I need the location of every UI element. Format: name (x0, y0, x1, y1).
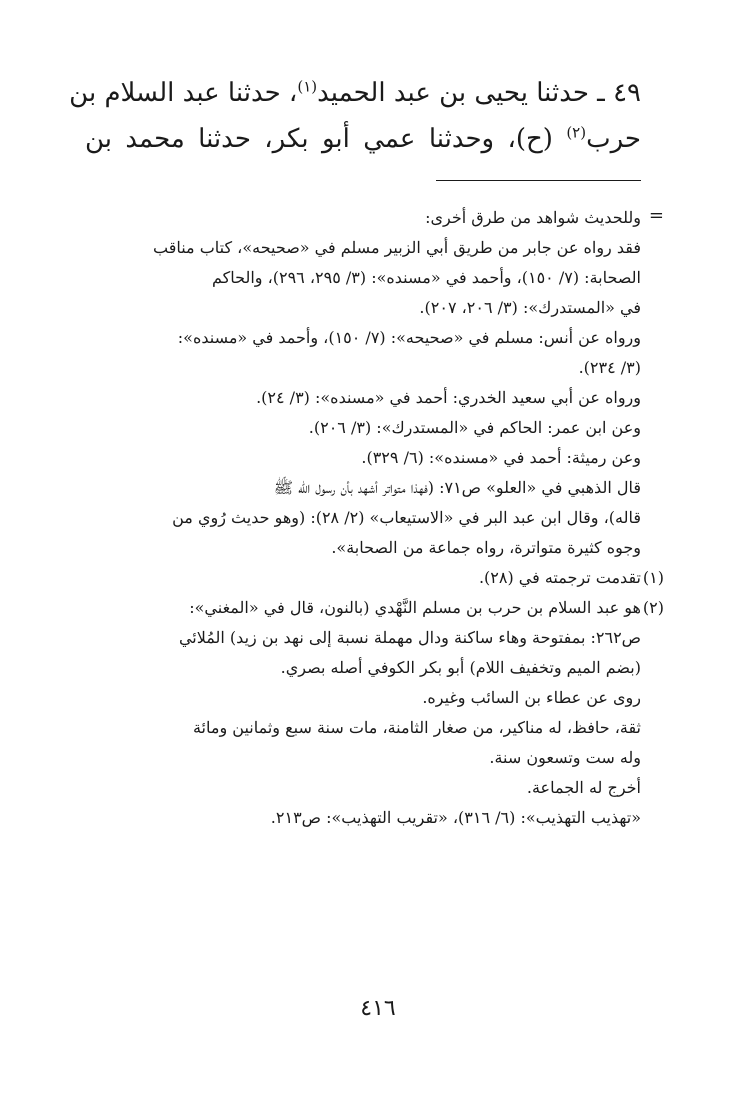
main-line-1-part-1: ٤٩ ـ حدثنا يحيى بن عبد الحميد (317, 78, 641, 108)
main-line-1 (69, 70, 641, 116)
footnote-2-line: هو عبد السلام بن حرب بن مسلم النَّهْدي (بالنون، قال في «المغني»: (189, 598, 641, 617)
main-line-1-part-2: ، حدثنا عبد السلام بن (69, 78, 298, 108)
note-ref-1[interactable]: (١) (297, 77, 318, 96)
footnote-line: قاله)، وقال ابن عبد البر في «الاستيعاب» (٢/ ٢٨): (وهو حديث رُوي من (172, 508, 641, 527)
footnote-2-line: «تهذيب التهذيب»: (٦/ ٣١٦)، «تقريب التهذيب»: ص٢١٣. (270, 808, 641, 827)
footnote-line: فقد رواه عن جابر من طريق أبي الزبير مسلم في «صحيحه»، كتاب مناقب (152, 238, 641, 257)
main-text (69, 70, 641, 162)
footnote-line: وجوه كثيرة متواترة، رواه جماعة من الصحابة». (331, 538, 641, 557)
footnote-2-line: أخرج له الجماعة. (526, 778, 641, 797)
footnote-2-marker: (٢) (642, 598, 664, 617)
footnote-line: الصحابة: (٧/ ١٥٠)، وأحمد في «مسنده»: (٣/ ٢٩٥، ٢٩٦)، والحاكم (211, 268, 641, 287)
footnote-line: ورواه عن أبي سعيد الخدري: أحمد في «مسنده»: (٣/ ٢٤). (256, 388, 641, 407)
footnote-line: ورواه عن أنس: مسلم في «صحيحه»: (٧/ ١٥٠)، وأحمد في «مسنده»: (177, 328, 641, 347)
note-ref-2[interactable]: (٢) (566, 123, 587, 142)
footnotes (85, 203, 641, 833)
footnote-1-line: تقدمت ترجمته في (٢٨). (478, 568, 641, 587)
footnote-2-line: وله ست وتسعون سنة. (489, 748, 641, 767)
footnote-line: وللحديث شواهد من طرق أخرى: (425, 208, 641, 227)
footnote-2-line: ثقة، حافظ، له مناكير، من صغار الثامنة، مات سنة سبع وثمانين ومائة (192, 718, 641, 737)
footnote-1-marker: (١) (642, 568, 664, 587)
footnote-line: قال الذهبي في «العلو» ص٧١: (فهذا متواتر أشهد بأن رسول الله ﷺ (273, 478, 641, 497)
footnote-line: في «المستدرك»: (٣/ ٢٠٦، ٢٠٧). (419, 298, 641, 317)
footnote-line: (٣/ ٢٣٤). (578, 358, 641, 377)
main-line-2-part-1: حرب (586, 124, 641, 154)
main-line-2 (85, 116, 641, 162)
footnote-2-line: روى عن عطاء بن السائب وغيره. (422, 688, 641, 707)
footnote-2-line: ص٢٦٢: بمفتوحة وهاء ساكنة ودال مهملة نسبة إلى نهد بن زيد) المُلائي (178, 628, 641, 647)
footnote-2-line: (بضم الميم وتخفيف اللام) أبو بكر الكوفي أصله بصري. (280, 658, 641, 677)
page-number: ٤١٦ (360, 996, 396, 1021)
main-line-2-part-2: (ح)، وحدثنا عمي أبو بكر، حدثنا محمد بن (85, 124, 567, 154)
continuation-mark: = (648, 205, 664, 226)
footnote-line: وعن رميثة: أحمد في «مسنده»: (٦/ ٣٢٩). (361, 448, 641, 467)
footnote-divider (436, 180, 641, 181)
footnote-line: وعن ابن عمر: الحاكم في «المستدرك»: (٣/ ٢٠٦). (308, 418, 641, 437)
